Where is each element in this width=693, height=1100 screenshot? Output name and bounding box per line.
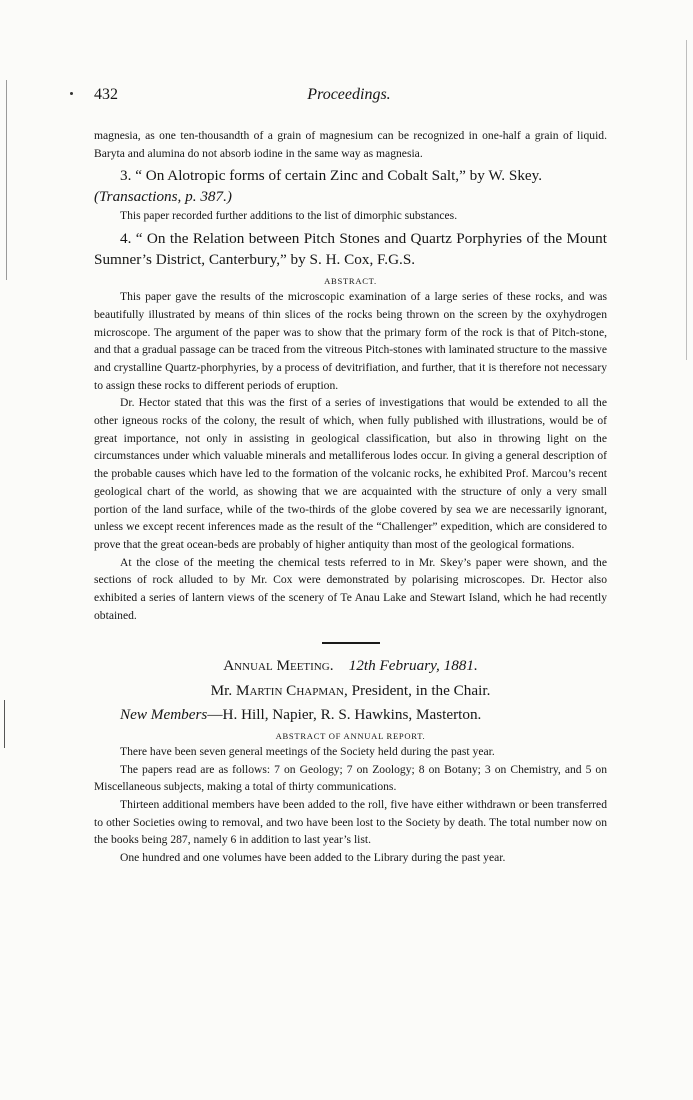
paragraph-magnesia: magnesia, as one ten-thousandth of a grain of magnesium can be recognized in one-half a grain of liquid. Baryta and alumina do not absorb iodine in the same way as magnesia. [94,129,607,160]
annual-meeting-heading [94,656,607,677]
text-column [94,127,607,867]
annual-meeting-date: 12th February, 1881. [348,657,478,675]
paper4-title: 4. “ On the Relation between Pitch Stones and Quartz Porphyries of the Mount Sumner’s District, Canterbury,” by S. H. Cox, F.G.S. [94,230,607,268]
chair-prefix: Mr. [210,681,233,699]
report-paragraph-2: The papers read are as follows: 7 on Geology; 7 on Zoology; 8 on Botany; 3 on Chemistry, and 5 on Miscellaneous subjects, making a total of thirty communications. [94,762,607,794]
new-members-list: —H. Hill, Napier, R. S. Hawkins, Masterton. [207,706,482,724]
abstract-heading: ABSTRACT. [324,276,377,287]
abstract-paragraph-2: Dr. Hector stated that this was the first of a series of investigations that would be extended to all the other igneous rocks of the colony, the result of which, when fully published with illustrations, would be of great importance, not only in assisting in geological classification, but also in throwing light on the circumstances under which valuable minerals and metalliferous lodes occur. In giving a general description of the probable causes which have led to the formation of the volcanic rocks, he exhibited Prof. Marcou’s recent geological chart of the world, as showing that we are acquainted with the structure of only a very small portion of the land surface, while of the two-thirds of the globe covered by sea we are necessarily ignorant, unless we except recent inferences made as the result of the “Challenger” expedition, which are considered to prove that the great ocean-beds are probably of higher antiquity than most of the geological formations. [94,396,607,551]
chair-line [94,681,607,702]
running-title: Proceedings. [307,86,391,103]
new-members-line [94,705,607,726]
report-paragraph-3: Thirteen additional members have been added to the roll, five have either withdrawn or been transferred to other Societies owing to removal, and two have been lost to the Society by death. The total number now on the books being 287, namely 6 in addition to last year’s list. [94,798,607,847]
report-paragraph-4: One hundred and one volumes have been added to the Library during the past year. [120,851,506,865]
abstract-paragraph-3: At the close of the meeting the chemical tests referred to in Mr. Skey’s paper were shown, and the sections of rock alluded to by Mr. Cox were demonstrated by polarising microscopes. Dr. Hector also exhibited a series of lantern views of the scenery of Te Anau Lake and Stewart Island, which he had recently obtained. [94,555,607,622]
paper3-note: This paper recorded further additions to the list of dimorphic substances. [120,209,458,223]
ink-speck [70,92,73,95]
chair-suffix: , President, in the Chair. [344,681,491,699]
page-header [94,86,604,108]
report-paragraph-1: There have been seven general meetings of the Society held during the past year. [120,744,495,758]
new-members-label: New Members [120,706,208,724]
annual-report-heading: ABSTRACT OF ANNUAL REPORT. [275,730,426,741]
page-number: 432 [94,86,118,103]
paper3-title: 3. “ On Alotropic forms of certain Zinc and Cobalt Salt,” by W. Skey. [120,167,543,185]
abstract-paragraph-1: This paper gave the results of the microscopic examination of a large series of these rocks, and was beautifully illustrated by means of thin slices of the rocks being thrown on the screen by the oxyhydrogen microscope. The argument of the paper was to show that the primary form of the rock is that of Pitch-stone, and that a gradual passage can be traced from the vitreous Pitch-stones with laminated structure to the massive and crystalline Quartz-phorphyries, by a process of devitrifiation, and further, that it is therefore not necessary to assign these rocks to different periods of eruption. [94,290,607,392]
section-divider [322,642,380,644]
margin-shadow [6,80,7,280]
margin-shadow-right [686,40,687,360]
margin-mark [4,700,5,748]
paper3-reference: (Transactions, p. 387.) [94,187,232,205]
annual-meeting-label: Annual Meeting. [223,657,334,675]
chair-name: Martin Chapman [235,681,344,699]
